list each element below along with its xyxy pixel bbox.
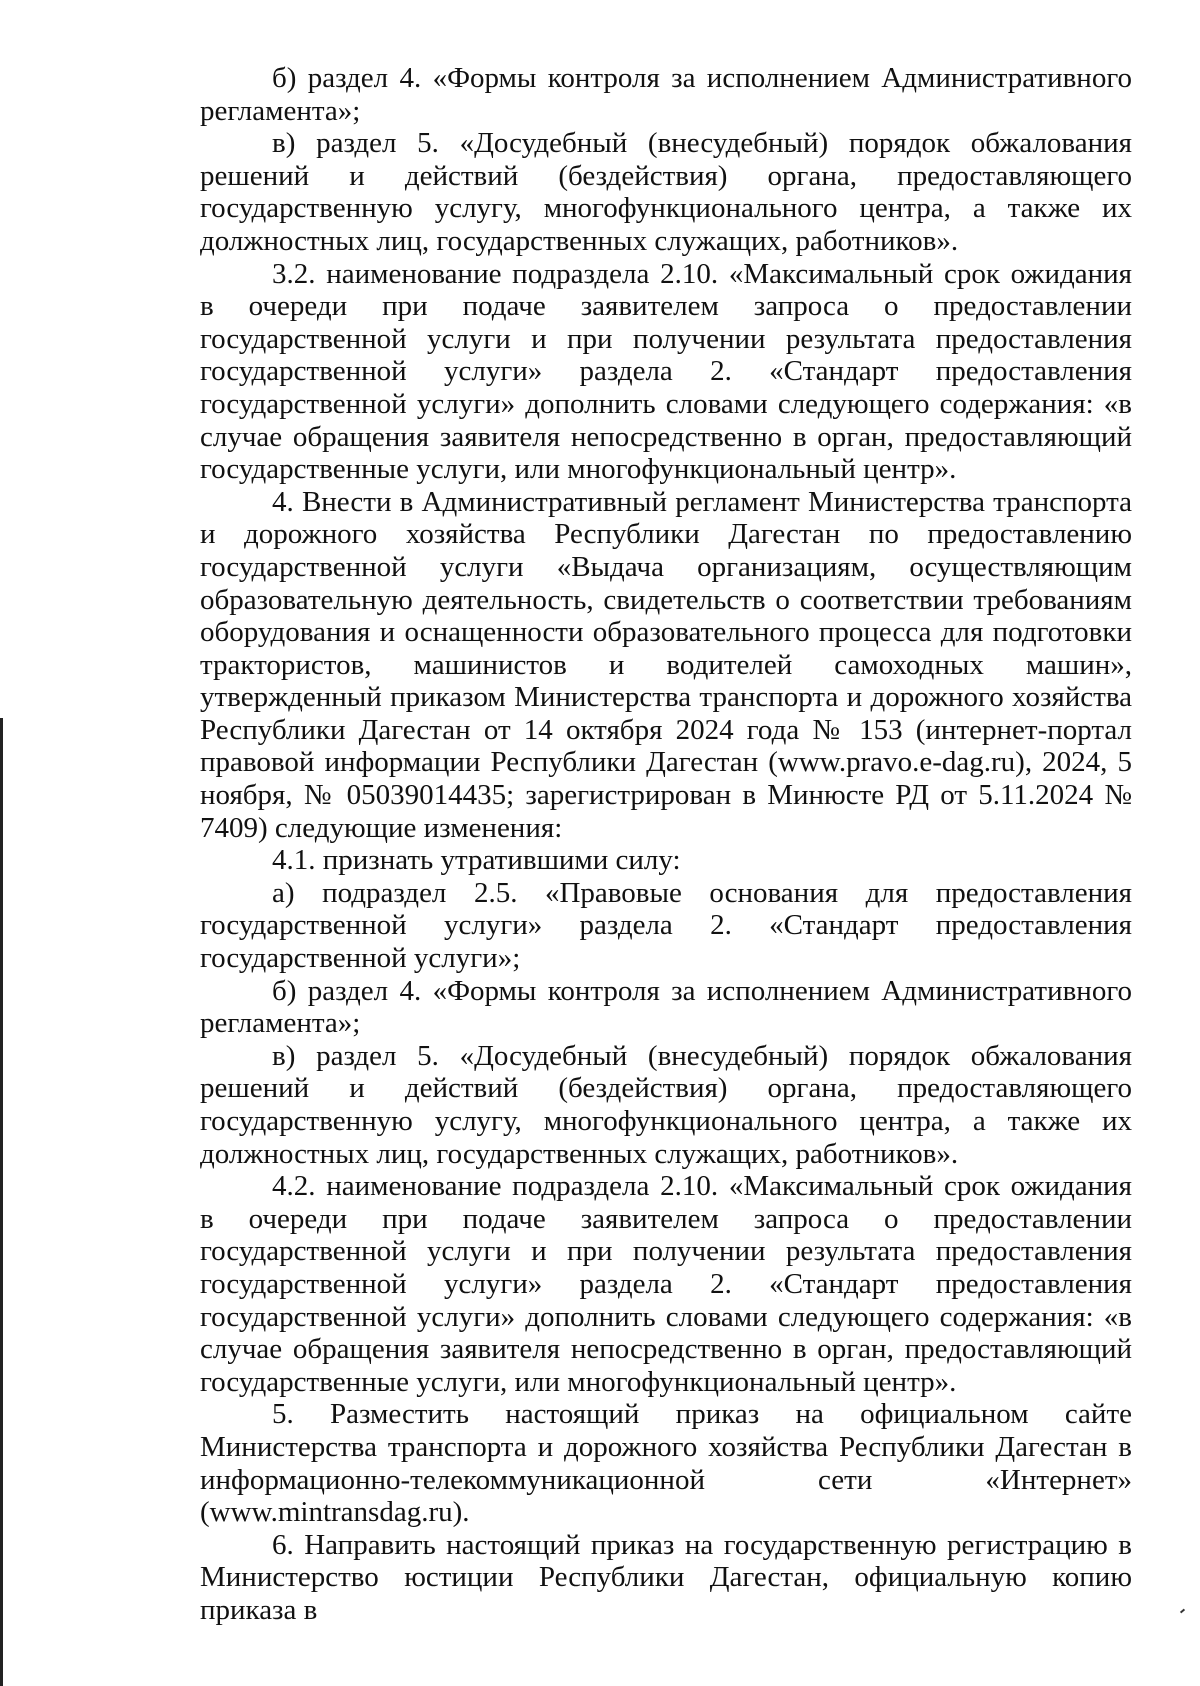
paragraph-4-1-v: в) раздел 5. «Досудебный (внесудебный) порядок обжалования решений и действий (бездействия) органа, предоставляющего государственную услугу, многофункционального центра, а также их должностных лиц, государственных служащих, работников». [200,1039,1132,1170]
paragraph-4-1-a: а) подраздел 2.5. «Правовые основания для предоставления государственной услуги» раздела 2. «Стандарт предоставления государственной услуги»; [200,876,1132,975]
paragraph-4-2: 4.2. наименование подраздела 2.10. «Максимальный срок ожидания в очереди при подаче заявителем запроса о предоставлении государственной услуги и при получении результата предоставления государственной услуги» раздела 2. «Стандарт предоставления государственной услуги» дополнить словами следующего содержания: «в случае обращения заявителя непосредственно в орган, предоставляющий государственные услуги, или многофункциональный центр». [200,1170,1132,1398]
paragraph-1b-section4: б) раздел 4. «Формы контроля за исполнением Административного регламента»; [200,62,1132,127]
paragraph-6: 6. Направить настоящий приказ на государственную регистрацию в Министерство юстиции Республики Дагестан, официальную копию приказа в [200,1528,1132,1626]
paragraph-4-1: 4.1. признать утратившими силу: [272,844,681,877]
scan-edge-mark [0,718,3,1686]
document-page [200,62,1132,1627]
paragraph-4: 4. Внести в Административный регламент Министерства транспорта и дорожного хозяйства Республики Дагестан по предоставлению государственной услуги «Выдача организациям, осуществляющим образовательную деятельность, свидетельств о соответствии требованиям оборудования и оснащенности образовательного процесса для подготовки трактористов, машинистов и водителей самоходных машин», утвержденный приказом Министерства транспорта и дорожного хозяйства Республики Дагестан от 14 октября 2024 года № 153 (интернет-портал правовой информации Республики Дагестан (www.pravo.e-dag.ru), 2024, 5 ноября, № 05039014435; зарегистрирован в Минюсте РД от 5.11.2024 № 7409) следующие изменения: [200,485,1132,844]
paragraph-4-1-b: б) раздел 4. «Формы контроля за исполнением Административного регламента»; [200,974,1132,1040]
paragraph-3-2: 3.2. наименование подраздела 2.10. «Максимальный срок ожидания в очереди при подаче заявителем запроса о предоставлении государственной услуги и при получении результата предоставления государственной услуги» раздела 2. «Стандарт предоставления государственной услуги» дополнить словами следующего содержания: «в случае обращения заявителя непосредственно в орган, предоставляющий государственные услуги, или многофункциональный центр». [200,257,1132,486]
paragraph-5: 5. Разместить настоящий приказ на официальном сайте Министерства транспорта и дорожного хозяйства Республики Дагестан в информационно-телекоммуникационной сети «Интернет» (www.mintransdag.ru). [200,1398,1132,1529]
paragraph-1v-section5: в) раздел 5. «Досудебный (внесудебный) порядок обжалования решений и действий (бездействия) органа, предоставляющего государственную услугу, многофункционального центра, а также их должностных лиц, государственных служащих, работников». [200,127,1132,257]
scan-speck [1180,1609,1185,1614]
